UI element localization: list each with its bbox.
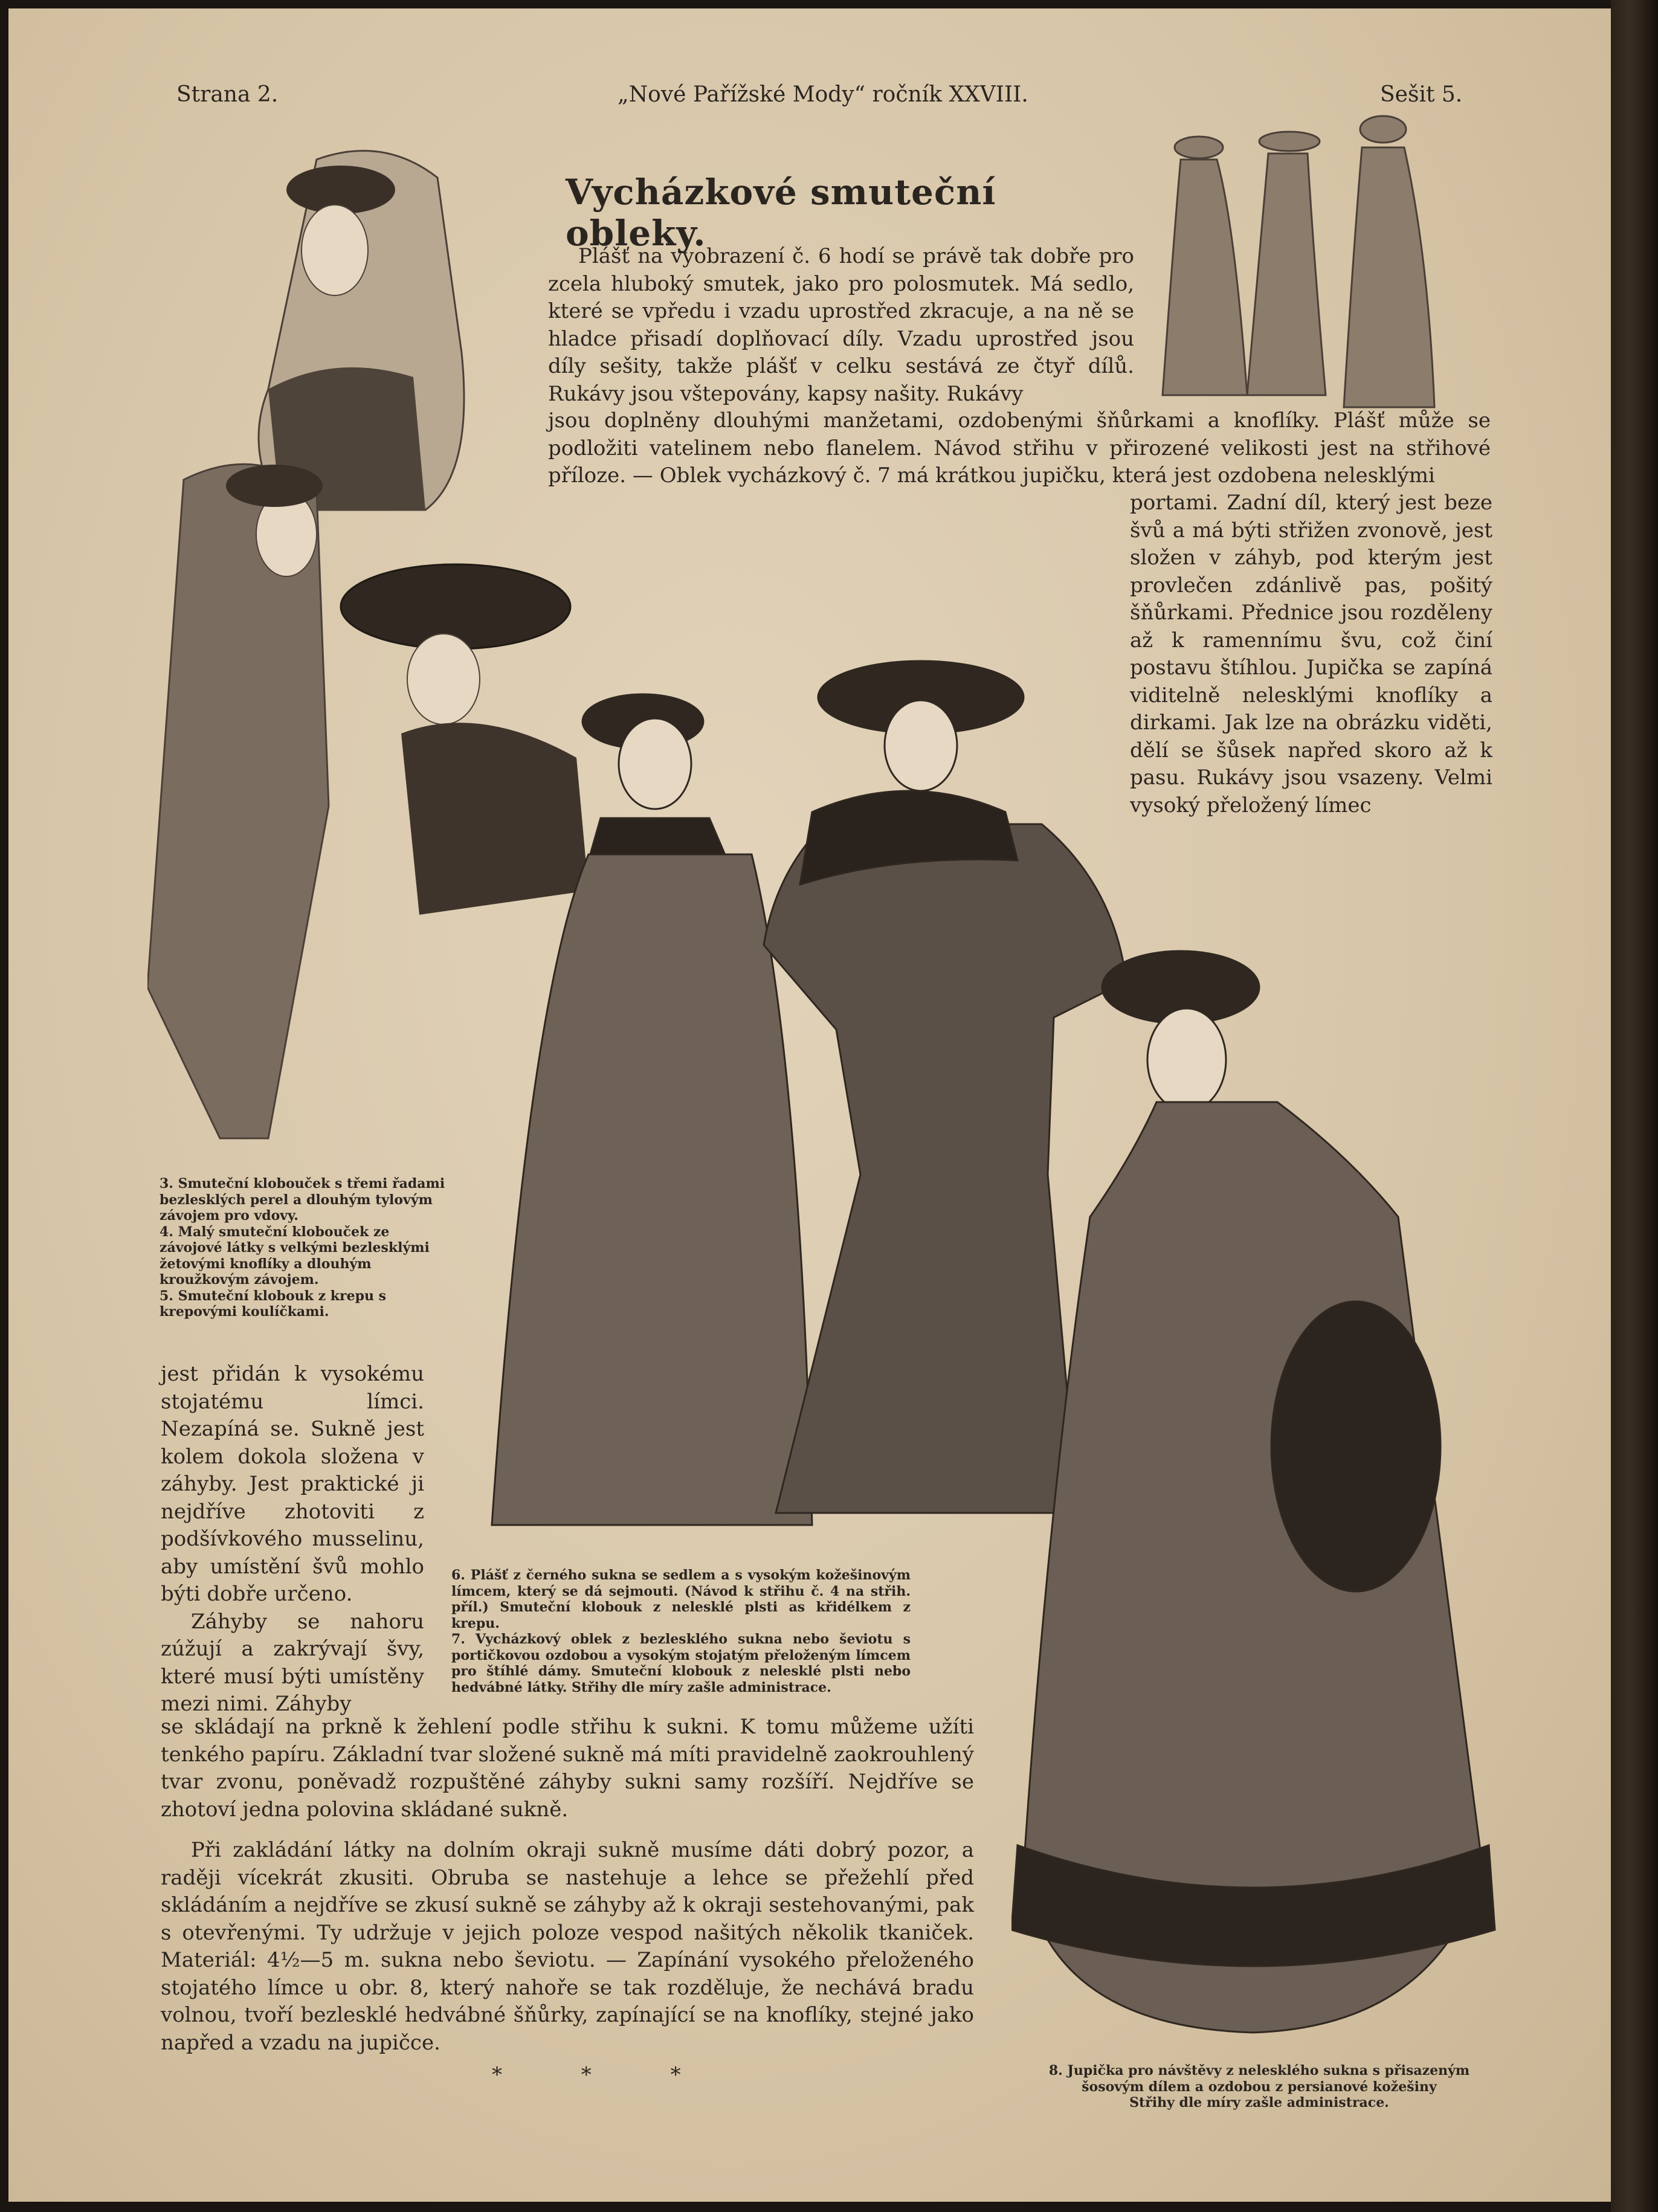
caption-5: 5. Smuteční klobouk z krepu s krepovými koulíčkami. (160, 1288, 386, 1320)
magazine-title: „Nové Pařížské Mody“ ročník XXVIII. (618, 82, 1028, 107)
page-number: Strana 2. (176, 82, 279, 107)
paragraph-right: portami. Zadní díl, který jest beze švů a má býti střižen zvonově, jest složen v záhyb, pod kterým jest provlečen zdánlivě pas, pošitý šňůrkami. Přednice jsou rozděleny až k ramennímu švu, což činí postavu štíhlou. Jupička se zapíná viditelně nelesklými knoflíky a dirkami. Jak lze na obrázku viděti, dělí se šůsek napřed skoro až k pasu. Rukávy jsou vsazeny. Velmi vysoký přeložený límec (1130, 491, 1492, 817)
caption-7: 7. Vycházkový oblek z bezlesklého sukna nebo ševiotu s portičkovou ozdobou a vysokým stojatým přeloženým límcem pro štíhlé dámy. Smuteční klobouk z nelesklé plsti nebo hedvábné látky. Střihy dle míry zašle administrace. (451, 1631, 911, 1695)
paragraph-wide: jsou doplněny dlouhými manžetami, ozdobenými šňůrkami a knoflíky. Plášť může se podložiti vatelinem nebo flanelem. Návod střihu v přirozené velikosti jest na střihové příloze. — Oblek vycházkový č. 7 má krátkou jupičku, která jest ozdobena nelesklými (548, 408, 1491, 488)
text-wide (548, 407, 1491, 490)
issue-number: Sešit 5. (1380, 82, 1463, 107)
caption-6: 6. Plášť z černého sukna se sedlem a s vysokým kožešinovým límcem, který se dá sejmouti. (Návod k střihu č. 4 na střih. příl.) Smuteční klobouk z nelesklé plsti as křidélkem z krepu. (451, 1567, 911, 1631)
text-right-column (1130, 489, 1492, 819)
magazine-page (8, 8, 1611, 2202)
paragraph-left-2: Záhyby se nahoru zúžují a zakrývají švy, které musí býti umístěny mezi nimi. Záhyby (161, 1609, 424, 1716)
caption-3: 3. Smuteční klobouček s třemi řadami bezlesklých perel a dlouhým tylovým závojem pro vdovy. (160, 1176, 445, 1224)
paragraph-bottom-2: Při zakládání látky na dolním okraji sukně musíme dáti dobrý pozor, a raději vícekrát zkusiti. Obruba se nastehuje a lehce se přežehlí před skládáním a nejdříve se zkusí sukně se záhyby až k okraji sestehovanými, pak s otevřenými. Ty udržuje v jejich poloze vespod našitých několik tkaniček. Materiál: 4½—5 m. sukna nebo ševiotu. — Zapínání vysokého přeloženého stojatého límce u obr. 8, který nahoře se tak rozděluje, že nechává bradu volnou, tvoří bezlesklé hedvábné šňůrky, zapínající se na knoflíky, stejné jako napřed a vzadu na jupičce. (161, 1838, 974, 2055)
article-title: Vycházkové smuteční obleky. (566, 172, 996, 254)
caption-8-order: Střihy dle míry zašle administrace. (1129, 2095, 1389, 2110)
illustration-back-views (1144, 105, 1459, 419)
page-gutter (1611, 0, 1658, 2212)
text-intro (548, 243, 1134, 408)
caption-4: 4. Malý smuteční klobouček ze závojové látky s velkými bezlesklými žetovými knoflíky a dlouhým kroužkovým závojem. (160, 1224, 430, 1288)
caption-figures-3-5 (160, 1176, 456, 1320)
illustration-jacket-8 (1011, 903, 1507, 2039)
text-bottom (161, 1714, 974, 2057)
paragraph-intro: Plášť na vyobrazení č. 6 hodí se právě tak dobře pro zcela hluboký smutek, jako pro polosmutek. Má sedlo, které se vpředu i vzadu uprostřed zkracuje, a na ně se hladce přisadí doplňovací díly. Vzadu uprostřed jsou díly sešity, takže plášť v celku sestává ze čtyř dílů. Rukávy jsou vštepovány, kapsy našity. Rukávy (548, 244, 1134, 406)
caption-figures-6-7 (451, 1567, 911, 1695)
paragraph-left-1: jest přidán k vysokému stojatému límci. Nezapíná se. Sukně jest kolem dokola složena v záhyby. Jest praktické ji nejdříve zhotoviti z podšívkového musselinu, aby umístění švů mohlo býti dobře určeno. (161, 1362, 424, 1606)
section-divider-stars: * * * (492, 2063, 717, 2087)
text-left-column (161, 1361, 424, 1718)
caption-figure-8 (1030, 2063, 1489, 2111)
caption-8: 8. Jupička pro návštěvy z nelesklého sukna s přisazeným šosovým dílem a ozdobou z persianové kožešiny (1048, 2063, 1470, 2095)
paragraph-bottom-1: se skládají na prkně k žehlení podle střihu k sukni. K tomu můžeme užíti tenkého papíru. Základní tvar složené sukně má míti pravidelně zaokrouhlený tvar zvonu, poněvadž rozpuštěné záhyby sukni samy rozšíří. Nejdříve se zhotoví jedna polovina skládané sukně. (161, 1715, 974, 1822)
